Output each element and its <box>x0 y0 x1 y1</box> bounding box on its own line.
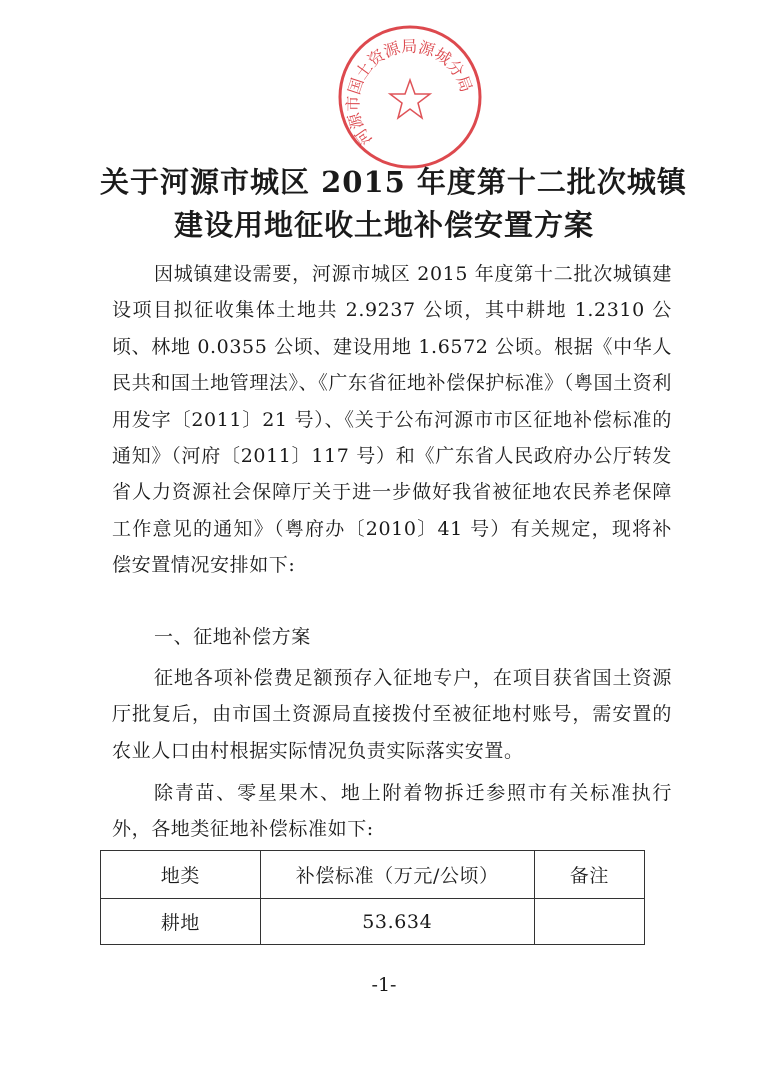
official-seal <box>335 22 485 172</box>
table-row <box>101 899 645 945</box>
compensation-paragraph: 征地各项补偿费足额预存入征地专户，在项目获省国土资源厅批复后，由市国土资源局直接拨付至被征地村账号，需安置的农业人口由村根据实际情况负责实际落实安置。 <box>112 667 672 762</box>
table-header-cell: 备注 <box>534 851 644 899</box>
table-header-cell: 补偿标准（万元/公顷） <box>260 851 534 899</box>
page-number: -1- <box>371 974 397 996</box>
compensation-table <box>100 850 645 945</box>
table-cell: 耕地 <box>101 899 261 945</box>
table-cell <box>534 899 644 945</box>
document-title-line2: 建设用地征收土地补偿安置方案 <box>173 208 594 242</box>
table-cell: 53.634 <box>260 899 534 945</box>
table-header-cell: 地类 <box>101 851 261 899</box>
table-header-row <box>101 851 645 899</box>
document-title-line1: 关于河源市城区 2015 年度第十二批次城镇 <box>100 165 687 199</box>
intro-paragraph: 因城镇建设需要，河源市城区 2015 年度第十二批次城镇建设项目拟征收集体土地共 2.9237 公顷，其中耕地 1.2310 公顷、林地 0.0355 公顷、建设用地 1.6572 公顷。根据《中华人民共和国土地管理法》、《广东省征地补偿保护标准》（粤国土资利用发字〔2011〕21 号）、《关于公布河源市市区征地补偿标准的通知》（河府〔2011〕117 号）和《广东省人民政府办公厅转发省人力资源社会保障厅关于进一步做好我省被征地农民养老保障工作意见的通知》（粤府办〔2010〕41 号）有关规定，现将补偿安置情况安排如下: <box>112 263 672 577</box>
section-heading: 一、征地补偿方案 <box>154 626 311 648</box>
svg-text:河源市国土资源局源城分局: 河源市国土资源局源城分局 <box>343 36 477 149</box>
standard-paragraph: 除青苗、零星果木、地上附着物拆迁参照市有关标准执行外，各地类征地补偿标准如下: <box>112 782 672 841</box>
